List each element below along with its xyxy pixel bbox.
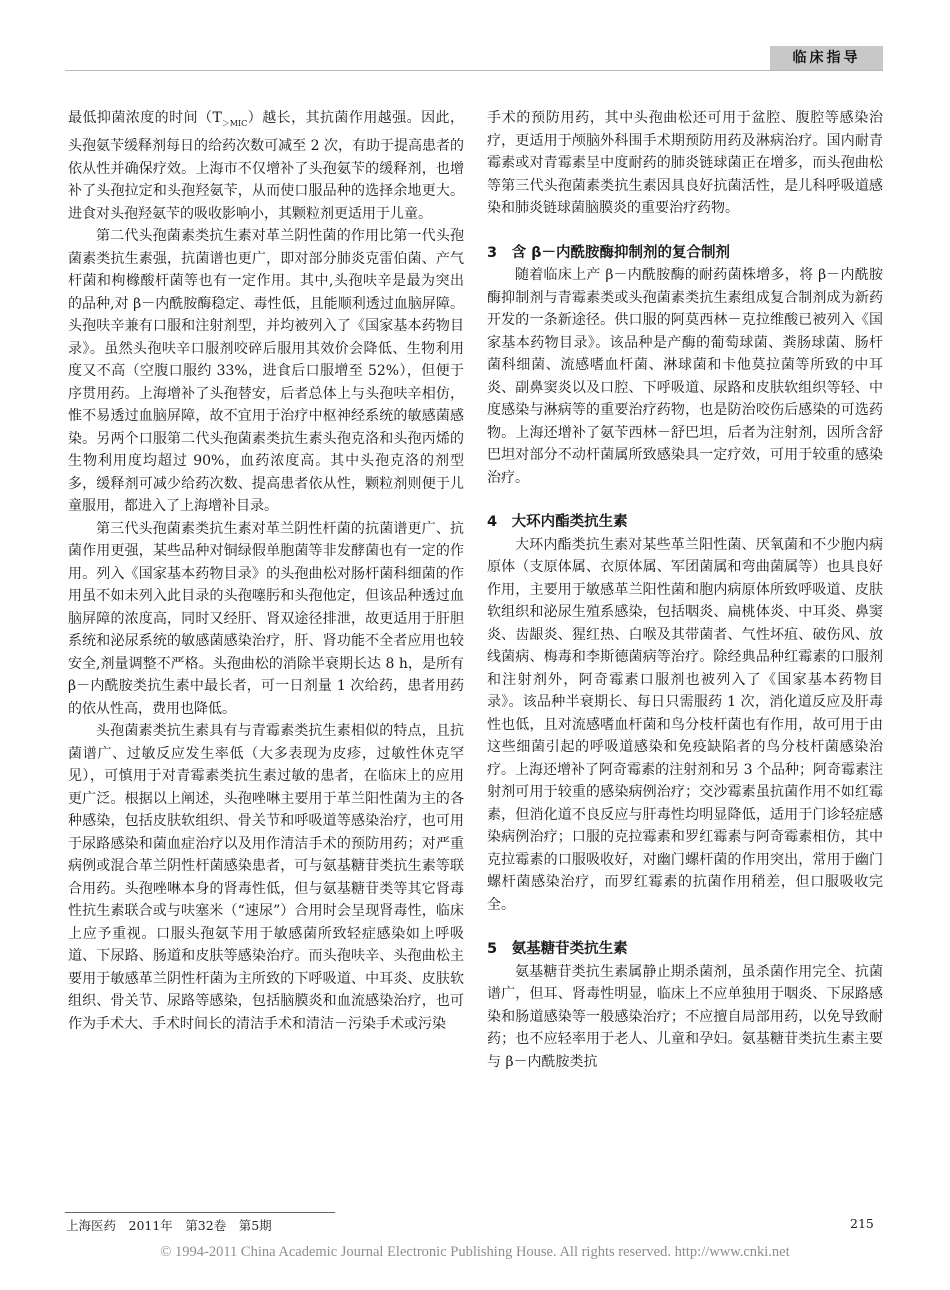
right-column <box>487 107 883 1073</box>
paragraph-second-generation: 第二代头孢菌素类抗生素对革兰阴性菌的作用比第一代头孢菌素类抗生素强，抗菌谱也更广，即对部分肺炎克雷伯菌、产气杆菌和枸橼酸杆菌等也有一定作用。其中,头孢呋辛是最为突出的品种,对 β－内酰胺酶稳定、毒性低，且能顺利透过血脑屏障。头孢呋辛兼有口服和注射剂型，并均被列入了《国家基本药物目录》。虽然头孢呋辛口服剂咬碎后服用其效价会降低、生物利用度又不高（空腹口服约 33%，进食后口服增至 52%），但便于序贯用药。上海增补了头孢替安，后者总体上与头孢呋辛相仿，惟不易透过血脑屏障，故不宜用于治疗中枢神经系统的敏感菌感染。另两个口服第二代头孢菌素类抗生素头孢克洛和头孢丙烯的生物利用度均超过 90%，血药浓度高。其中头孢克洛的剂型多，缓释剂可减少给药次数、提高患者依从性，颗粒剂则便于儿童服用，都进入了上海增补目录。 <box>68 228 464 515</box>
left-column <box>68 107 464 1035</box>
paragraph-third-generation: 第三代头孢菌素类抗生素对革兰阴性杆菌的抗菌谱更广、抗菌作用更强，某些品种对铜绿假单胞菌等非发酵菌也有一定的作用。列入《国家基本药物目录》的头孢曲松对肠杆菌科细菌的作用虽不如未列入此目录的头孢噻肟和头孢他定，但该品种透过血脑屏障的浓度高，同时又经肝、肾双途径排泄，故更适用于肝胆系统和泌尿系统的敏感菌感染治疗，肝、肾功能不全者应用也较安全,剂量调整不严格。头孢曲松的消除半衰期长达 8 h，是所有 β－内酰胺类抗生素中最长者，可一日剂量 1 次给药，患者用药的依从性高，费用也降低。 <box>68 520 464 717</box>
paragraph-beta-lactamase: 随着临床上产 β－内酰胺酶的耐药菌株增多，将 β－内酰胺酶抑制剂与青霉素类或头孢菌素类抗生素组成复合制剂成为新药开发的一条新途径。供口服的阿莫西林－克拉维酸已被列入《国家基本药物目录》。该品种是产酶的葡萄球菌、粪肠球菌、肠杆菌科细菌、流感嗜血杆菌、淋球菌和卡他莫拉菌等所致的中耳炎、副鼻窦炎以及口腔、下呼吸道、尿路和皮肤软组织等轻、中度感染与淋病等的重要治疗药物，也是防治咬伤后感染的可选药物。上海还增补了氨苄西林－舒巴坦，后者为注射剂，因所含舒巴坦对部分不动杆菌属所致感染具一定疗效，可用于较重的感染治疗。 <box>487 267 883 486</box>
paragraph-macrolides: 大环内酯类抗生素对某些革兰阳性菌、厌氧菌和不少胞内病原体（支原体属、衣原体属、军团菌属和弯曲菌属等）也具良好作用，主要用于敏感革兰阳性菌和胞内病原体所致呼吸道、皮肤软组织和泌尿生殖系感染，包括咽炎、扁桃体炎、中耳炎、鼻窦炎、齿龈炎、猩红热、白喉及其带菌者、气性坏疽、破伤风、放线菌病、梅毒和李斯德菌病等治疗。除经典品种红霉素的口服剂和注射剂外，阿奇霉素口服剂也被列入了《国家基本药物目录》。该品种半衰期长、每日只需服药 1 次，消化道反应及肝毒性也低，且对流感嗜血杆菌和鸟分枝杆菌也有作用，故可用于由这些细菌引起的呼吸道感染和免疫缺陷者的鸟分枝杆菌感染治疗。上海还增补了阿奇霉素的注射剂和另 3 个品种；阿奇霉素注射剂可用于较重的感染病例治疗；交沙霉素虽抗菌作用不如红霉素，但消化道不良反应与肝毒性均明显降低，适用于门诊轻症感染病例治疗；口服的克拉霉素和罗红霉素与阿奇霉素相仿，其中克拉霉素的口服吸收好，对幽门螺杆菌的作用突出，常用于幽门螺杆菌感染治疗，而罗红霉素的抗菌作用稍差，但口服吸收完全。 <box>487 536 883 913</box>
paragraph-continuation: 手术的预防用药，其中头孢曲松还可用于盆腔、腹腔等感染治疗，更适用于颅脑外科围手术期预防用药及淋病治疗。国内耐青霉素或对青霉素呈中度耐药的肺炎链球菌正在增多，而头孢曲松等第三代头孢菌素类抗生素因具良好抗菌活性，是儿科呼吸道感染和肺炎链球菌脑膜炎的重要治疗药物。 <box>487 110 883 216</box>
section-label: 临床指导 <box>770 46 883 70</box>
footer-rule <box>65 1212 335 1213</box>
paragraph-cephalosporin-usage: 头孢菌素类抗生素具有与青霉素类抗生素相似的特点，且抗菌谱广、过敏反应发生率低（大多表现为皮疹，过敏性休克罕见），可慎用于对青霉素类抗生素过敏的患者，在临床上的应用更广泛。根据以上阐述，头孢唑啉主要用于革兰阳性菌为主的各种感染，包括皮肤软组织、骨关节和呼吸道等感染治疗，也可用于尿路感染和菌血症治疗以及用作清洁手术的预防用药；对严重病例或混合革兰阴性杆菌感染患者，可与氨基糖苷类抗生素等联合用药。头孢唑啉本身的肾毒性低，但与氨基糖苷类等其它肾毒性抗生素联合或与呋塞米（“速尿”）合用时会呈现肾毒性，临床上应予重视。口服头孢氨苄用于敏感菌所致轻症感染如上呼吸道、下尿路、肠道和皮肤等感染治疗。而头孢呋辛、头孢曲松主要用于敏感革兰阴性杆菌为主所致的下呼吸道、中耳炎、皮肤软组织、骨关节、尿路等感染，包括脑膜炎和血流感染治疗，也可作为手术大、手术时间长的清洁手术和清洁－污染手术或污染 <box>68 723 464 1032</box>
paragraph-text: 最低抑菌浓度的时间（T <box>68 110 222 126</box>
paragraph-continuation <box>68 107 464 225</box>
paragraph-text: ）越长，其抗菌作用越强。因此，头孢氨苄缓释剂每日的给药次数可减至 2 次，有助于提高患者的依从性并确保疗效。上海市不仅增补了头孢氨苄的缓释剂，也增补了头孢拉定和头孢羟氨苄，从而使口服品种的选择余地更大。进食对头孢羟氨苄的吸收影响小，其颗粒剂更适用于儿童。 <box>68 110 464 222</box>
page-number: 215 <box>850 1216 874 1231</box>
section-gap <box>487 220 883 242</box>
copyright-notice: © 1994-2011 China Academic Journal Electronic Publishing House. All rights reserved. http://www.cnki.net <box>160 1244 790 1260</box>
section-gap <box>487 489 883 511</box>
paragraph-aminoglycosides: 氨基糖苷类抗生素属静止期杀菌剂，虽杀菌作用完全、抗菌谱广，但耳、肾毒性明显，临床上不应单独用于咽炎、下尿路感染和肠道感染等一般感染治疗；不应擅自局部用药，以免导致耐药；也不应轻率用于老人、儿童和孕妇。氨基糖苷类抗生素主要与 β－内酰胺类抗 <box>487 963 883 1070</box>
section-heading-3: 3 含 β－内酰胺酶抑制剂的复合制剂 <box>487 244 731 261</box>
section-gap <box>487 916 883 938</box>
header-rule <box>65 70 883 71</box>
journal-info: 上海医药 2011年 第32卷 第5期 <box>66 1218 272 1233</box>
section-heading-5: 5 氨基糖苷类抗生素 <box>487 941 628 957</box>
subscript-mic: ＞MIC <box>221 118 248 128</box>
section-heading-4: 4 大环内酯类抗生素 <box>487 514 628 530</box>
